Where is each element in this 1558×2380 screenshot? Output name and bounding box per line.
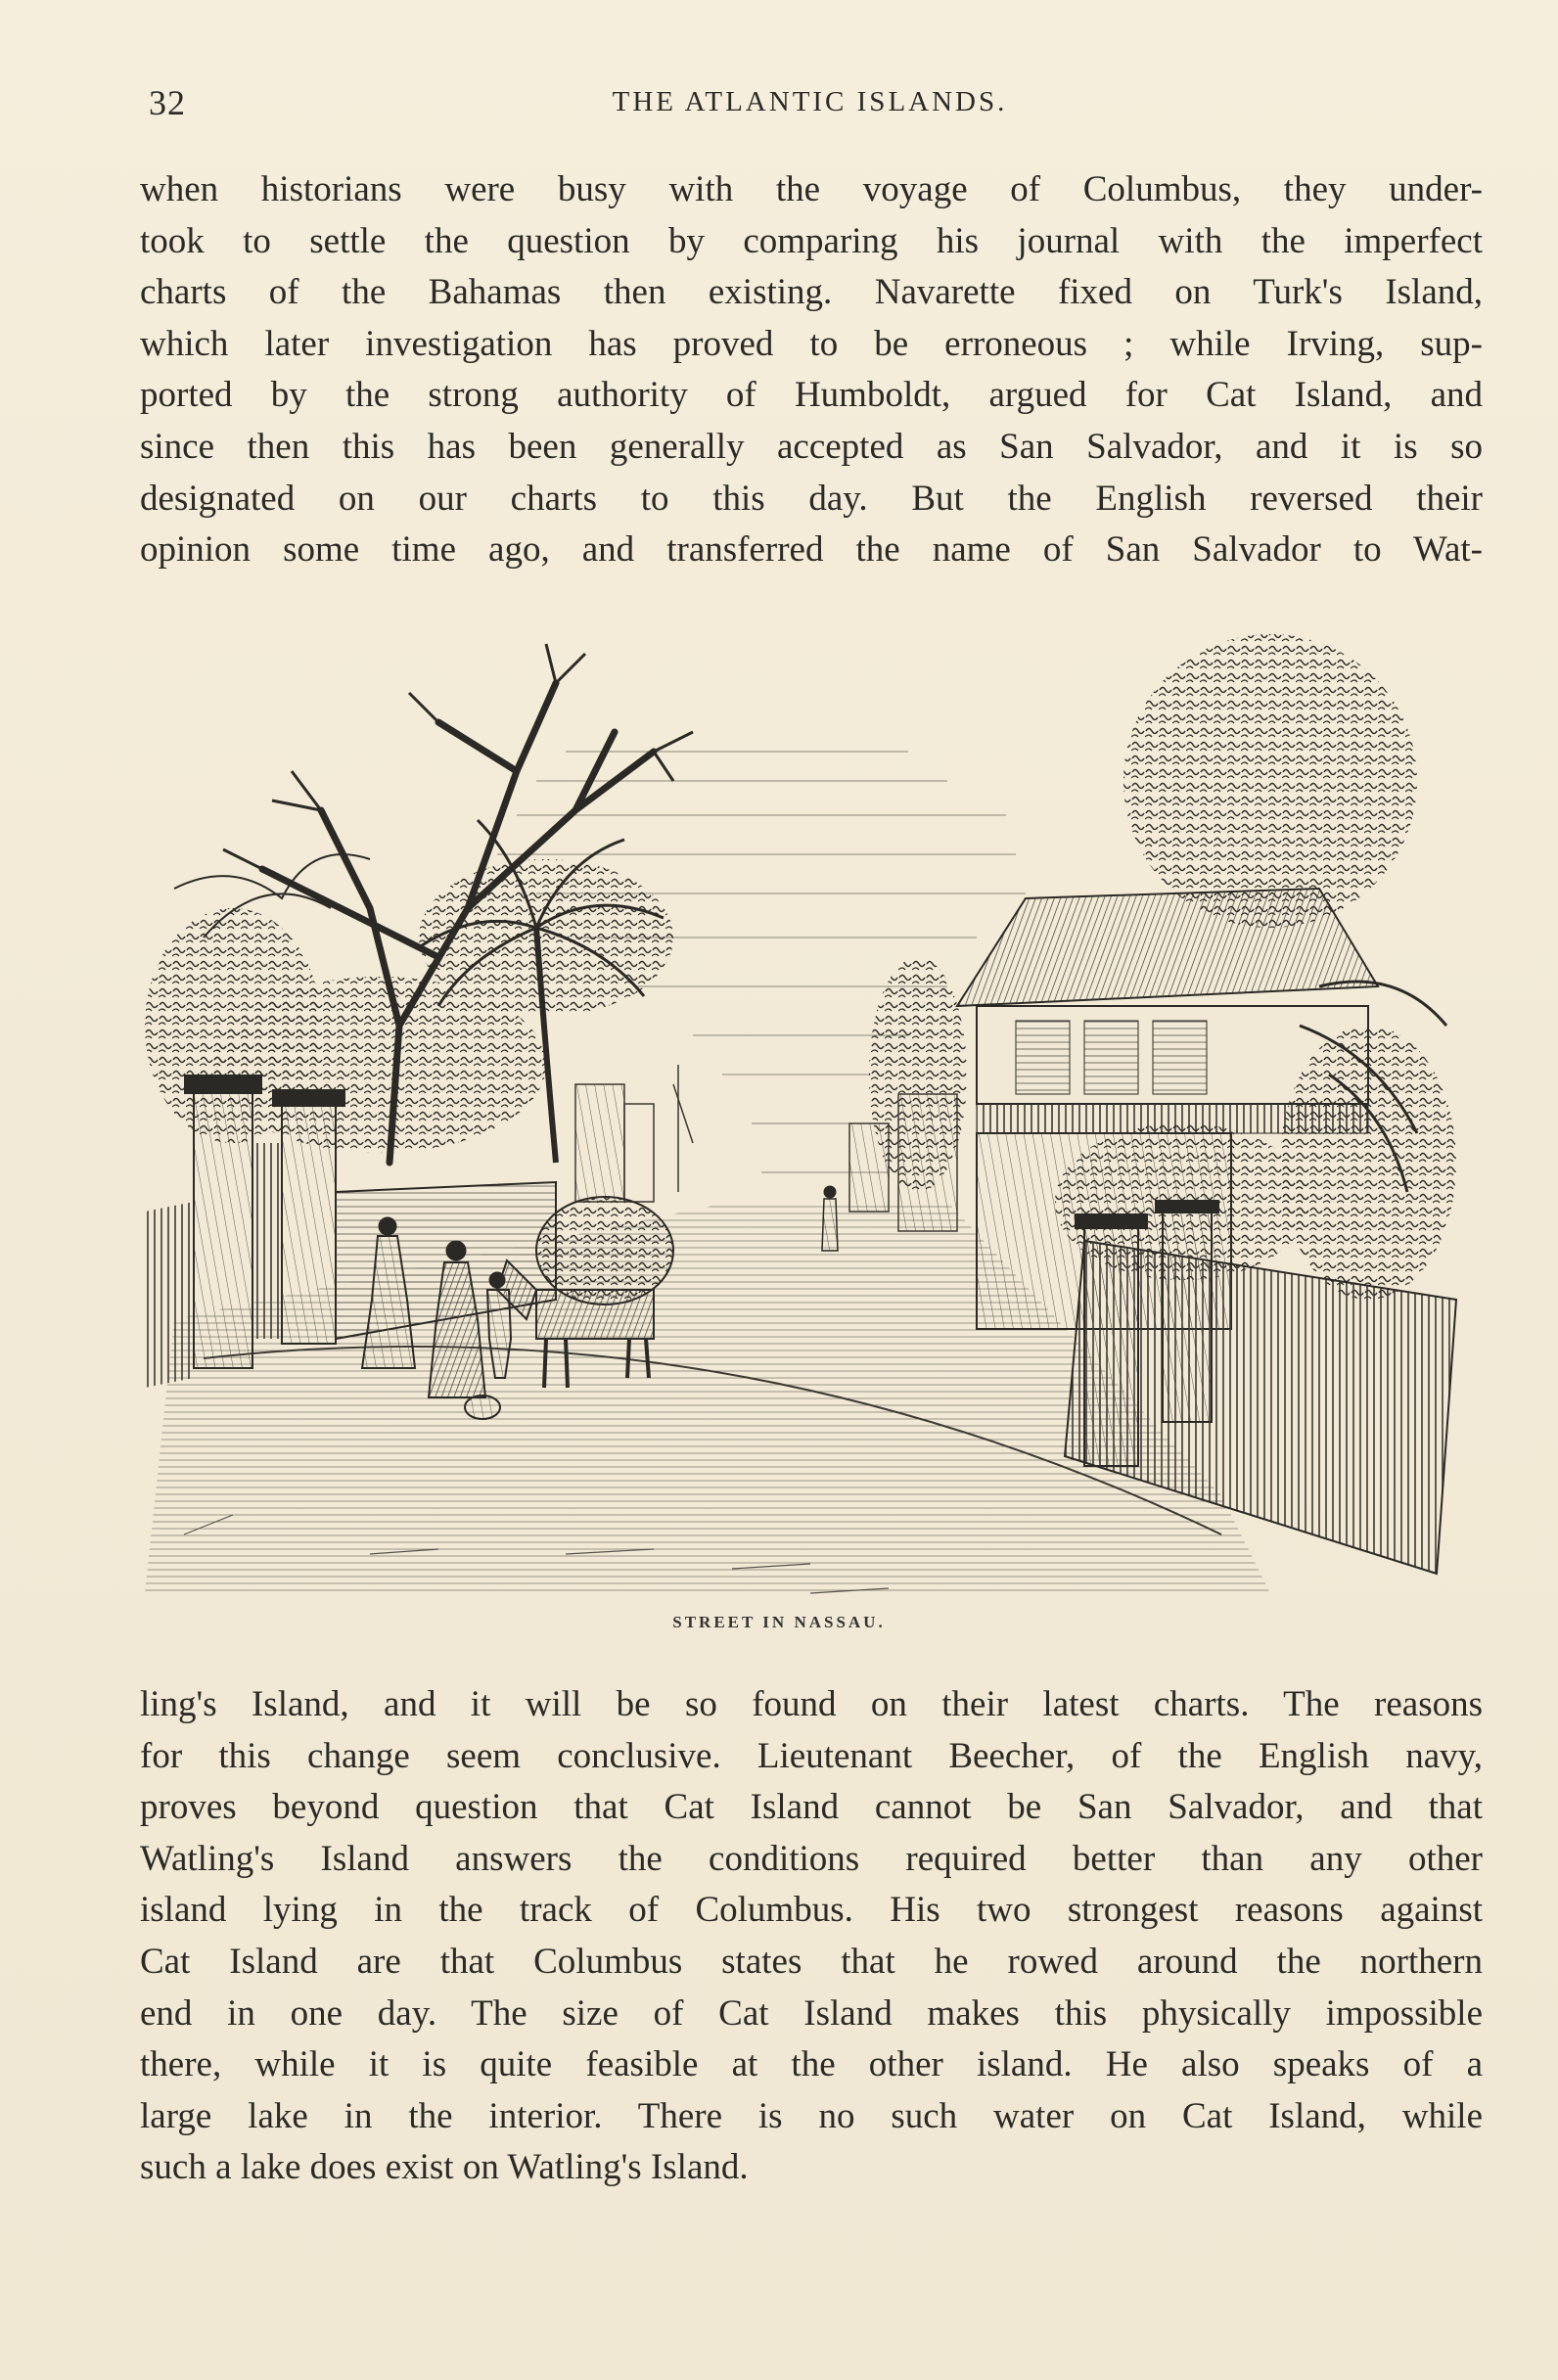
text-line: which later investigation has proved to be erroneous ; while Irving, sup- <box>140 323 1483 364</box>
text-line: designated on our charts to this day. But the English reversed their <box>140 478 1483 519</box>
text-line: since then this has been generally accepted as San Salvador, and it is so <box>140 426 1483 467</box>
paragraph-bottom <box>140 1679 1483 2194</box>
text-line: opinion some time ago, and transferred the name of San Salvador to Wat- <box>140 529 1483 571</box>
text-line: Watling's Island answers the conditions required better than any other <box>140 1838 1483 1879</box>
engraving-image <box>145 615 1466 1613</box>
text-line: end in one day. The size of Cat Island makes this physically impossible <box>140 1992 1483 2034</box>
text-line: island lying in the track of Columbus. His two strongest reasons against <box>140 1890 1483 1931</box>
text-line: ported by the strong authority of Humboldt, argued for Cat Island, and <box>140 375 1483 416</box>
text-line: such a lake does exist on Watling's Island. <box>140 2147 749 2188</box>
running-head: THE ATLANTIC ISLANDS. <box>612 86 1008 117</box>
paragraph-top <box>140 164 1483 576</box>
page-number: 32 <box>149 83 186 122</box>
text-line: proves beyond question that Cat Island cannot be San Salvador, and that <box>140 1787 1483 1828</box>
illustration-caption: STREET IN NASSAU. <box>672 1613 886 1631</box>
text-line: for this change seem conclusive. Lieutenant Beecher, of the English navy, <box>140 1735 1483 1776</box>
text-line: there, while it is quite feasible at the other island. He also speaks of a <box>140 2044 1483 2085</box>
text-line: ling's Island, and it will be so found on their latest charts. The reasons <box>140 1684 1483 1724</box>
text-line: large lake in the interior. There is no such water on Cat Island, while <box>140 2095 1483 2136</box>
text-line: Cat Island are that Columbus states that he rowed around the northern <box>140 1941 1483 1982</box>
page-header <box>137 82 1483 131</box>
text-line: charts of the Bahamas then existing. Navarette fixed on Turk's Island, <box>140 272 1483 313</box>
engraving-street-scene <box>145 615 1466 1613</box>
text-line: took to settle the question by comparing his journal with the imperfect <box>140 220 1483 261</box>
text-line: when historians were busy with the voyage of Columbus, they under- <box>140 169 1483 209</box>
